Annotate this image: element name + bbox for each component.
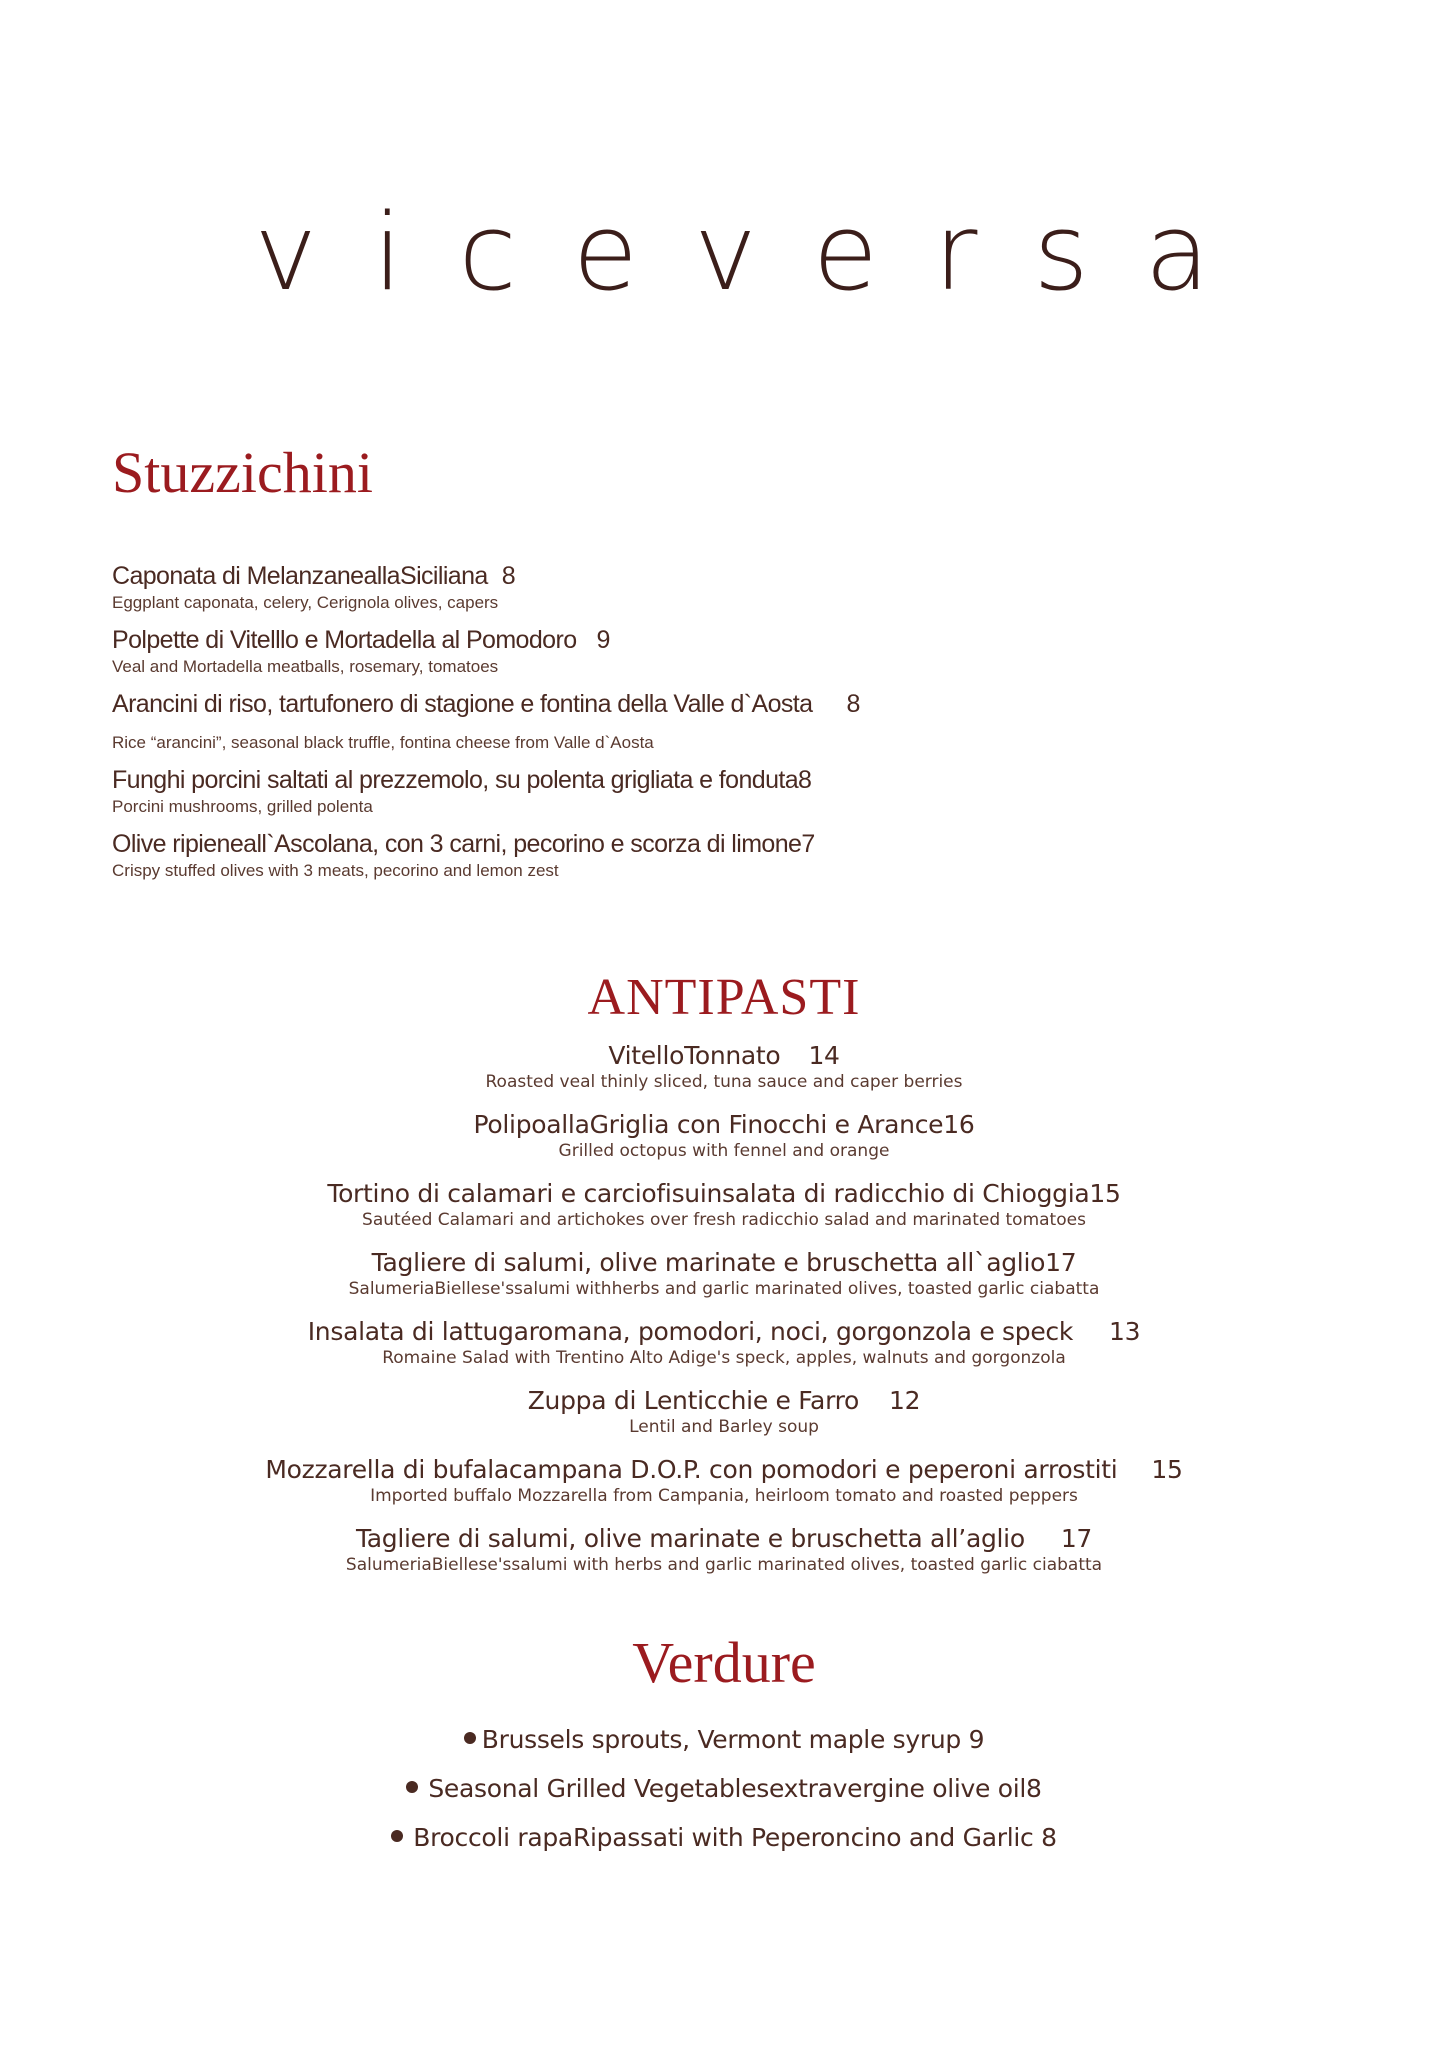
menu-item [0,1385,1448,1437]
item-name: Polpette di Vitelllo e Mortadella al Pomodoro [112,626,577,654]
menu-item [0,1178,1448,1230]
item-name: PolipoallaGriglia con Finocchi e Arance [473,1110,944,1139]
item-price: 8 [501,562,516,590]
menu-item [0,1040,1448,1092]
verdure-list [0,1724,1448,1871]
list-item [0,1724,1448,1756]
list-item [0,1773,1448,1805]
item-text: Seasonal Grilled Vegetablesextravergine olive oil8 [428,1774,1042,1803]
bullet-icon [391,1830,403,1842]
stuzzichini-list [112,560,1212,892]
item-description: Lentil and Barley soup [629,1417,819,1437]
item-description: Veal and Mortadella meatballs, rosemary, tomatoes [112,657,499,676]
item-description: Eggplant caponata, celery, Cerignola olives, capers [112,593,499,612]
item-description: Crispy stuffed olives with 3 meats, pecorino and lemon zest [112,861,559,880]
item-description: Imported buffalo Mozzarella from Campania, heirloom tomato and roasted peppers [370,1486,1078,1506]
item-price: 15 [1151,1455,1183,1484]
item-name: Tagliere di salumi, olive marinate e bruschetta all’aglio [355,1524,1025,1553]
item-price: 15 [1089,1179,1121,1208]
section-title-stuzzichini: Stuzzichini [112,440,373,505]
item-price: 13 [1109,1317,1141,1346]
menu-item [112,764,1212,818]
item-text: Brussels sprouts, Vermont maple syrup 9 [481,1725,985,1754]
menu-item [112,828,1212,882]
item-name: Tortino di calamari e carciofisuinsalata di radicchio di Chioggia [327,1179,1090,1208]
item-price: 8 [798,766,812,794]
item-description: SalumeriaBiellese'ssalumi with herbs and garlic marinated olives, toasted garlic ciabatta [345,1555,1103,1575]
item-name: VitelloTonnato [608,1041,781,1070]
item-price: 9 [596,626,610,654]
item-description: Roasted veal thinly sliced, tuna sauce and caper berries [485,1072,963,1092]
item-name: Zuppa di Lenticchie e Farro [527,1386,860,1415]
item-name: Olive ripieneall`Ascolana, con 3 carni, pecorino e scorza di limone [112,830,802,858]
menu-item [112,624,1212,678]
bullet-icon [406,1781,418,1793]
menu-item [0,1247,1448,1299]
menu-item [0,1454,1448,1506]
item-name: Caponata di MelanzaneallaSiciliana [112,562,488,590]
menu-item [0,1523,1448,1575]
item-name: Arancini di riso, tartufonero di stagione e fontina della Valle d`Aosta [112,690,813,718]
item-text: Broccoli rapaRipassati with Peperoncino and Garlic 8 [413,1823,1057,1852]
item-price: 12 [889,1386,921,1415]
item-price: 16 [943,1110,975,1139]
item-description: Grilled octopus with fennel and orange [558,1141,890,1161]
item-name: Insalata di lattugaromana, pomodori, noci, gorgonzola e speck [307,1317,1074,1346]
menu-item [112,560,1212,614]
item-price: 14 [808,1041,840,1070]
menu-item [0,1316,1448,1368]
item-description: Romaine Salad with Trentino Alto Adige's speck, apples, walnuts and gorgonzola [382,1348,1066,1368]
restaurant-logo: viceversa [254,191,1266,314]
item-price: 17 [1060,1524,1093,1553]
section-title-verdure: Verdure [632,1630,816,1695]
item-description: Rice “arancini”, seasonal black truffle, fontina cheese from Valle d`Aosta [112,733,654,752]
item-name: Mozzarella di bufalacampana D.O.P. con pomodori e peperoni arrostiti [265,1455,1118,1484]
item-name: Tagliere di salumi, olive marinate e bruschetta all`aglio [371,1248,1046,1277]
item-price: 7 [801,830,815,858]
item-price: 17 [1045,1248,1077,1277]
list-item [0,1822,1448,1854]
antipasti-list [0,1040,1448,1592]
section-title-antipasti: ANTIPASTI [587,969,861,1026]
item-name: Funghi porcini saltati al prezzemolo, su polenta grigliata e fonduta [112,766,799,794]
bullet-icon [464,1732,476,1744]
item-price: 8 [846,690,860,718]
item-description: Porcini mushrooms, grilled polenta [112,797,373,816]
menu-item [112,688,1212,754]
menu-item [0,1109,1448,1161]
item-description: Sautéed Calamari and artichokes over fresh radicchio salad and marinated tomatoes [362,1210,1086,1230]
item-description: SalumeriaBiellese'ssalumi withherbs and garlic marinated olives, toasted garlic ciabatta [348,1279,1100,1299]
